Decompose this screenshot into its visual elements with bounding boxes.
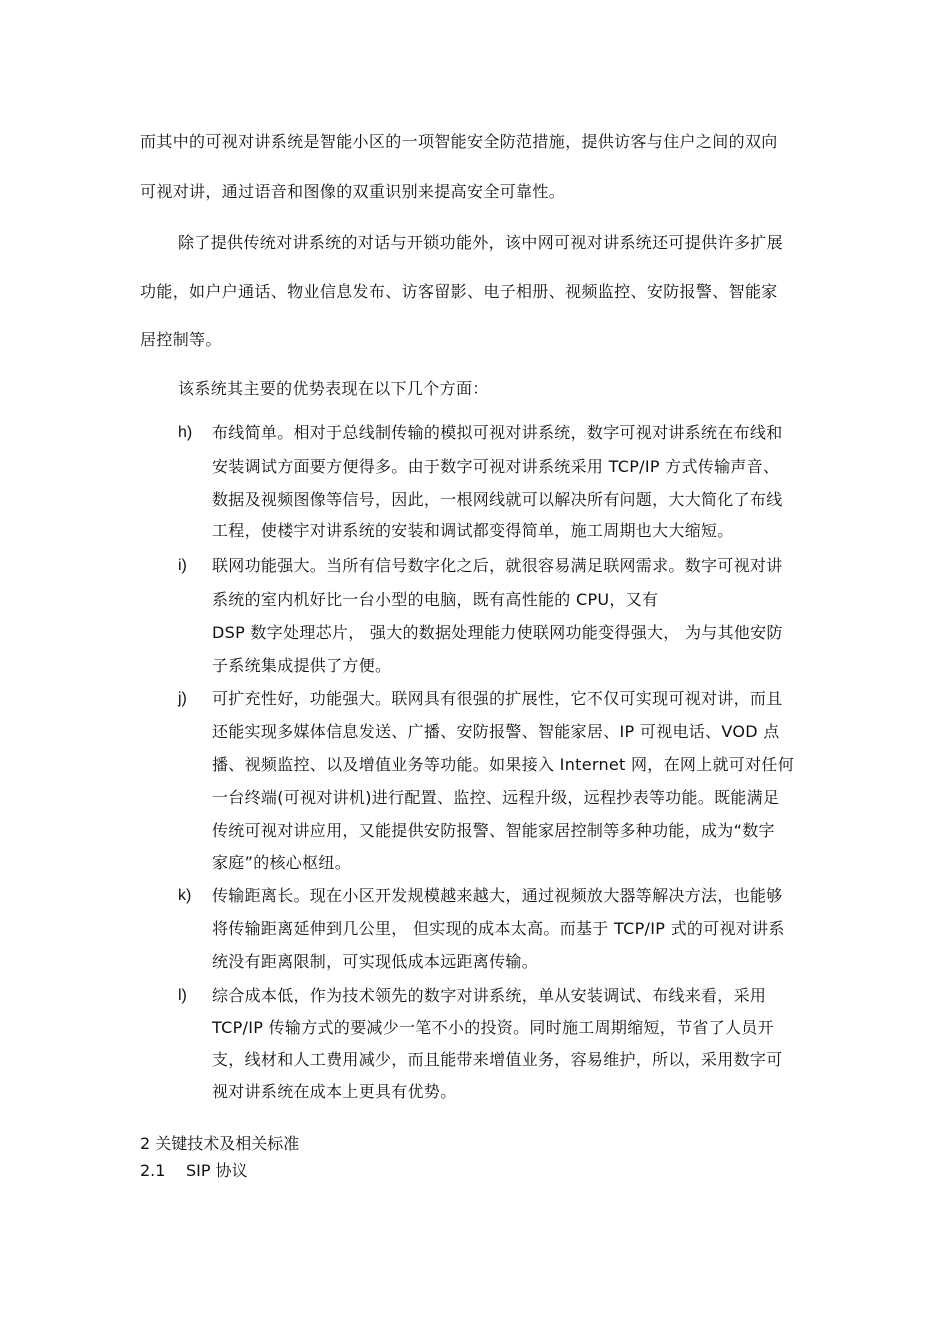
list-item-l-line-1: 综合成本低，作为技术领先的数字对讲系统，单从安装调试、布线来看，采用 xyxy=(212,986,767,1005)
subsection-title: SIP 协议 xyxy=(186,1161,248,1180)
list-item-j-line-5: 传统可视对讲应用，又能提供安防报警、智能家居控制等多种功能，成为“数字 xyxy=(212,821,775,840)
list-item-j-line-1: 可扩充性好，功能强大。联网具有很强的扩展性，它不仅可实现可视对讲，而且 xyxy=(212,689,783,708)
list-item-k-line-2: 将传输距离延伸到几公里， 但实现的成本太高。而基于 TCP/IP 式的可视对讲系 xyxy=(212,919,785,938)
list-item-i-line-3: DSP 数字处理芯片， 强大的数据处理能力使联网功能变得强大， 为与其他安防 xyxy=(212,623,783,642)
list-item-j-line-6: 家庭”的核心枢纽。 xyxy=(212,853,351,872)
list-item-marker-l: l) xyxy=(178,987,187,1004)
list-item-i-line-4: 子系统集成提供了方便。 xyxy=(212,656,392,675)
list-item-l-line-2: TCP/IP 传输方式的要减少一笔不小的投资。同时施工周期缩短，节省了人员开 xyxy=(212,1018,774,1037)
list-item-h-line-2: 安装调试方面要方便得多。由于数字可视对讲系统采用 TCP/IP 方式传输声音、 xyxy=(212,457,780,476)
list-item-marker-j: j) xyxy=(178,690,187,707)
list-item-marker-h: h) xyxy=(178,424,193,441)
list-item-j-line-4: 一台终端(可视对讲机)进行配置、监控、远程升级，远程抄表等功能。既能满足 xyxy=(212,788,780,807)
subsection-number: 2.1 xyxy=(140,1161,166,1180)
list-item-h-line-3: 数据及视频图像等信号，因此，一根网线就可以解决所有问题，大大简化了布线 xyxy=(212,490,783,509)
list-item-h-line-4: 工程，使楼宇对讲系统的安装和调试都变得简单，施工周期也大大缩短。 xyxy=(212,521,734,540)
list-item-i-line-2: 系统的室内机好比一台小型的电脑，既有高性能的 CPU，又有 xyxy=(212,590,659,609)
intro-p1-line-1: 而其中的可视对讲系统是智能小区的一项智能安全防范措施，提供访客与住户之间的双向 xyxy=(140,132,778,151)
list-item-marker-k: k) xyxy=(178,887,192,904)
list-item-l-line-4: 视对讲系统在成本上更具有优势。 xyxy=(212,1082,457,1101)
list-item-h-line-1: 布线简单。相对于总线制传输的模拟可视对讲系统，数字可视对讲系统在布线和 xyxy=(212,423,783,442)
list-item-j-line-2: 还能实现多媒体信息发送、广播、安防报警、智能家居、IP 可视电话、VOD 点 xyxy=(212,722,780,741)
intro-p2-line-3: 居控制等。 xyxy=(140,330,222,349)
intro-p1-line-2: 可视对讲，通过语音和图像的双重识别来提高安全可靠性。 xyxy=(140,182,566,201)
list-item-k-line-3: 统没有距离限制，可实现低成本远距离传输。 xyxy=(212,952,539,971)
list-item-i-line-1: 联网功能强大。当所有信号数字化之后，就很容易满足联网需求。数字可视对讲 xyxy=(212,556,783,575)
intro-p2-line-1: 除了提供传统对讲系统的对话与开锁功能外，该中网可视对讲系统还可提供许多扩展 xyxy=(178,233,783,252)
section-heading: 2 关键技术及相关标准 xyxy=(140,1134,300,1153)
intro-p2-line-2: 功能，如户户通话、物业信息发布、访客留影、电子相册、视频监控、安防报警、智能家 xyxy=(140,282,778,301)
list-item-j-line-3: 播、视频监控、以及增值业务等功能。如果接入 Internet 网，在网上就可对任何 xyxy=(212,755,795,774)
list-item-k-line-1: 传输距离长。现在小区开发规模越来越大，通过视频放大器等解决方法，也能够 xyxy=(212,886,783,905)
intro-p3-line-1: 该系统其主要的优势表现在以下几个方面： xyxy=(178,379,489,398)
list-item-marker-i: i) xyxy=(178,557,187,574)
list-item-l-line-3: 支，线材和人工费用减少，而且能带来增值业务，容易维护，所以，采用数字可 xyxy=(212,1050,783,1069)
